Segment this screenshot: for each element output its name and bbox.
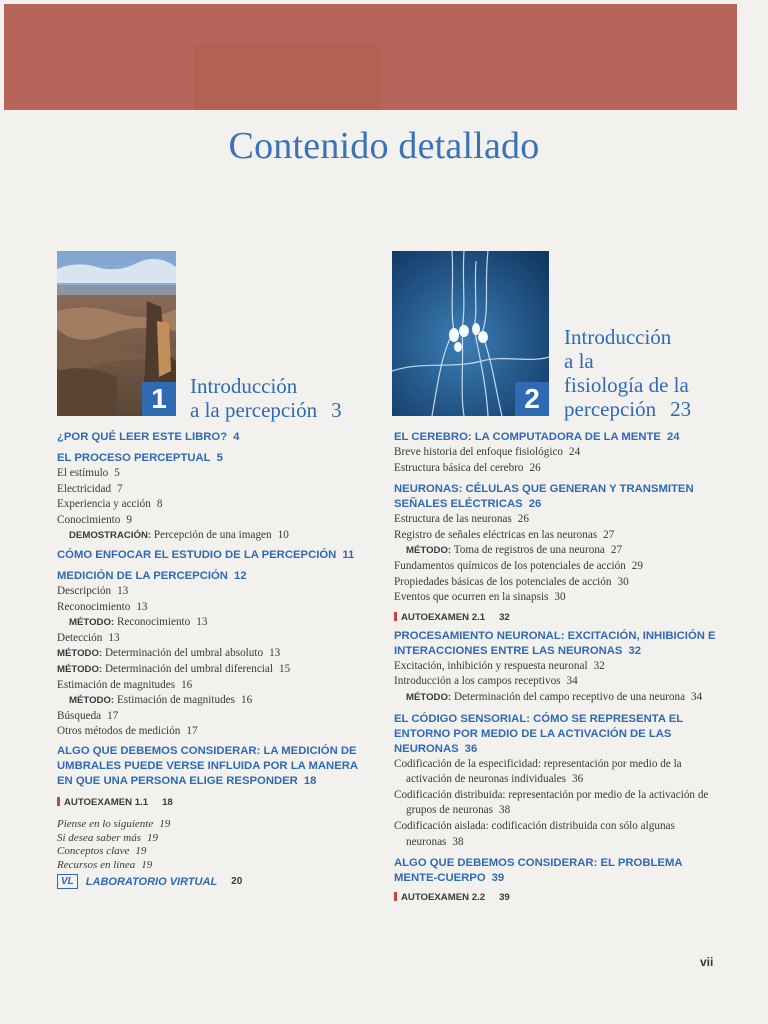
toc-entry[interactable]: DEMOSTRACIÓN: Percepción de una imagen 10 [69,529,289,542]
header-color-band [4,4,737,110]
autoexamen[interactable]: AUTOEXAMEN 1.1 18 [57,795,375,810]
chapter-title-line: a la [564,349,594,373]
chapter-page: 3 [331,398,342,422]
toc-section[interactable]: CÓMO ENFOCAR EL ESTUDIO DE LA PERCEPCIÓN 11 [57,548,355,561]
autoexamen-marker [394,892,397,901]
toc-column-left [57,430,375,889]
toc-entry[interactable]: Reconocimiento 13 [57,600,148,613]
toc-entry[interactable]: Codificación de la especificidad: representación por medio de la activación de neuronas individuales 36 [394,757,682,786]
virtual-lab-icon: VL [57,874,78,889]
toc-entry[interactable]: MÉTODO: Determinación del umbral diferencial 15 [57,662,291,675]
toc-entry[interactable]: Excitación, inhibición y respuesta neuronal 32 [394,659,605,672]
toc-extra[interactable]: Si desea saber más 19 [57,831,159,844]
chapter-title-line: fisiología de la [564,373,689,397]
toc-entry[interactable]: Estructura básica del cerebro 26 [394,461,541,474]
toc-entry[interactable]: Propiedades básicas de los potenciales de acción 30 [394,575,629,588]
toc-entry[interactable]: Introducción a los campos receptivos 34 [394,675,578,688]
virtual-lab-link[interactable]: VL LABORATORIO VIRTUAL 20 [57,874,375,889]
toc-extra[interactable]: Recursos en línea 19 [57,858,153,871]
toc-entry[interactable]: Búsqueda 17 [57,709,119,722]
toc-section[interactable]: NEURONAS: CÉLULAS QUE GENERAN Y TRANSMITEN SEÑALES ELÉCTRICAS 26 [394,483,694,511]
chapter-title-line: a la percepción 3 [190,398,342,422]
page-title: Contenido detallado [228,125,540,167]
toc-section[interactable]: EL CEREBRO: LA COMPUTADORA DE LA MENTE 24 [394,431,680,443]
toc-section[interactable]: PROCESAMIENTO NEURONAL: EXCITACIÓN, INHIBICIÓN E INTERACCIONES ENTRE LAS NEURONAS 32 [394,629,716,657]
toc-entry[interactable]: Electricidad 7 [57,482,123,495]
toc-entry[interactable]: El estímulo 5 [57,467,120,479]
toc-entry[interactable]: Breve historia del enfoque fisiológico 24 [394,446,581,458]
toc-entry[interactable]: Codificación aislada: codificación distribuida con sólo algunas neuronas 38 [394,819,675,848]
toc-entry[interactable]: Otros métodos de medición 17 [57,725,198,738]
toc-entry[interactable]: MÉTODO: Determinación del umbral absoluto 13 [57,647,281,660]
toc-section[interactable]: ¿POR QUÉ LEER ESTE LIBRO? 4 [57,431,240,443]
toc-section[interactable]: EL PROCESO PERCEPTUAL 5 [57,452,223,464]
toc-entry[interactable]: MÉTODO: Determinación del campo receptivo de una neurona 34 [406,690,703,703]
toc-extra[interactable]: Conceptos clave 19 [57,845,147,858]
toc-entry[interactable]: Codificación distribuida: representación por medio de la activación de grupos de neuronas 38 [394,788,709,817]
toc-section[interactable]: EL CÓDIGO SENSORIAL: CÓMO SE REPRESENTA EL ENTORNO POR MEDIO DE LA ACTIVACIÓN DE LAS NEURONAS 36 [394,712,683,755]
chapter-number-badge: 2 [515,382,549,416]
toc-entry[interactable]: Estructura de las neuronas 26 [394,513,529,526]
toc-entry[interactable]: MÉTODO: Reconocimiento 13 [69,616,208,629]
autoexamen[interactable]: AUTOEXAMEN 2.2 39 [394,890,724,905]
chapter-title [190,374,375,422]
chapter-page: 23 [670,397,692,421]
chapter-title-line: Introducción [190,374,298,398]
toc-entry[interactable]: Detección 13 [57,631,120,644]
toc-section[interactable]: ALGO QUE DEBEMOS CONSIDERAR: LA MEDICIÓN DE UMBRALES PUEDE VERSE INFLUIDA POR LA MANERA EN QUE UNA PERSONA ELIGE RESPONDER 18 [57,744,358,787]
toc-entry[interactable]: Descripción 13 [57,584,129,597]
page-number: vii [700,955,714,969]
toc-entry[interactable]: Registro de señales eléctricas en las neuronas 27 [394,528,615,541]
chapter-title-line: Introducción [564,325,672,349]
toc-section[interactable]: ALGO QUE DEBEMOS CONSIDERAR: EL PROBLEMA MENTE-CUERPO 39 [394,857,683,885]
toc-entry[interactable]: MÉTODO: Estimación de magnitudes 16 [69,694,253,707]
toc-entry[interactable]: Conocimiento 9 [57,513,132,526]
chapter-title [564,325,724,421]
toc-entry[interactable]: Estimación de magnitudes 16 [57,678,193,691]
header-band-shade [194,44,380,110]
toc-extra[interactable]: Piense en lo siguiente 19 [57,817,171,830]
toc-entry[interactable]: Fundamentos químicos de los potenciales de acción 29 [394,559,643,572]
autoexamen-marker [394,612,397,621]
toc-entry[interactable]: Experiencia y acción 8 [57,498,163,511]
chapter-title-line: percepción 23 [564,397,692,421]
toc-entry[interactable]: Eventos que ocurren en la sinapsis 30 [394,591,566,604]
autoexamen[interactable]: AUTOEXAMEN 2.1 32 [394,610,724,625]
toc-section[interactable]: MEDICIÓN DE LA PERCEPCIÓN 12 [57,569,247,582]
toc-column-right [394,430,724,905]
toc-entry[interactable]: MÉTODO: Toma de registros de una neurona 27 [406,544,623,557]
chapter-number-badge: 1 [142,382,176,416]
autoexamen-marker [57,797,60,806]
